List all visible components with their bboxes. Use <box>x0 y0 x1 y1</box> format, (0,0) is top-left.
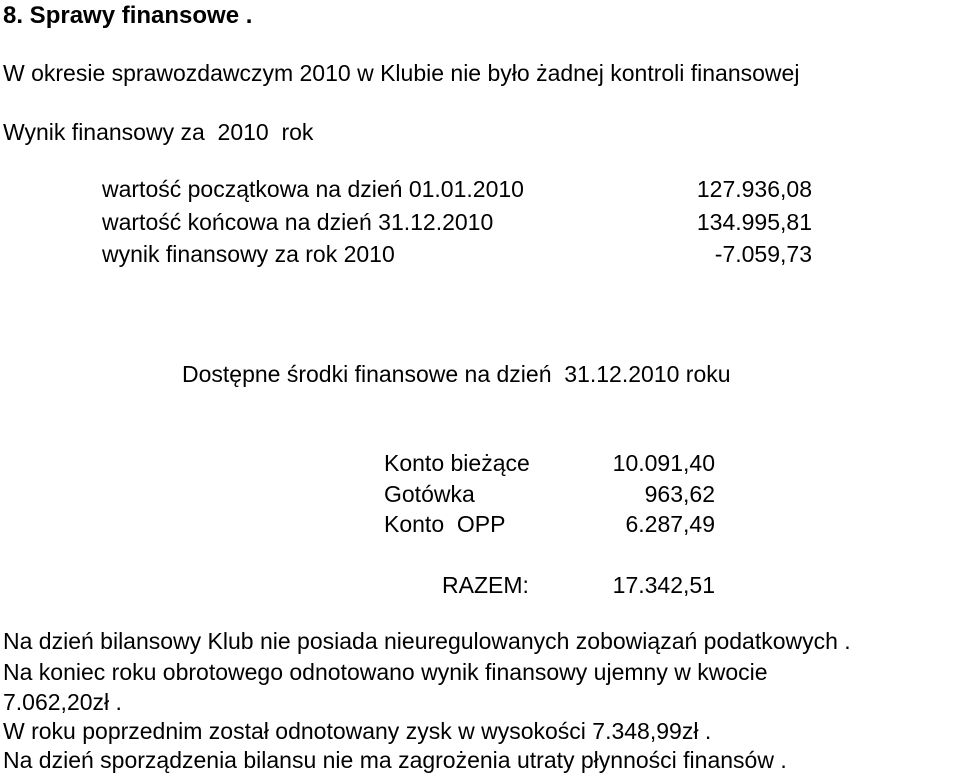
funds-row-label: Gotówka <box>384 481 475 507</box>
funds-row-label: Konto bieżące <box>384 450 530 476</box>
funds-total-label: RAZEM: <box>442 572 529 598</box>
closing-line: Na koniec roku obrotowego odnotowano wynik finansowy ujemny w kwocie <box>3 659 768 685</box>
funds-title: Dostępne środki finansowe na dzień 31.12.2010 roku <box>182 361 731 387</box>
funds-row-value: 6.287,49 <box>625 511 715 537</box>
closing-line: W roku poprzednim został odnotowany zysk w wysokości 7.348,99zł . <box>3 718 712 744</box>
result-row-value: 134.995,81 <box>696 209 812 235</box>
section-heading: 8. Sprawy finansowe . <box>3 2 253 29</box>
closing-line: 7.062,20zł . <box>3 689 122 715</box>
funds-row-value: 10.091,40 <box>612 450 715 476</box>
result-title: Wynik finansowy za 2010 rok <box>3 119 314 145</box>
no-control-statement: W okresie sprawozdawczym 2010 w Klubie nie było żadnej kontroli finansowej <box>3 60 800 86</box>
funds-row-value: 963,62 <box>644 481 715 507</box>
funds-row-label: Konto OPP <box>384 511 506 537</box>
result-row-value: -7.059,73 <box>714 241 812 267</box>
funds-total-value: 17.342,51 <box>612 572 715 598</box>
result-row-value: 127.936,08 <box>696 176 812 202</box>
result-row-label: wynik finansowy za rok 2010 <box>102 241 395 267</box>
closing-line: Na dzień sporządzenia bilansu nie ma zagrożenia utraty płynności finansów . <box>3 747 787 773</box>
closing-line: Na dzień bilansowy Klub nie posiada nieuregulowanych zobowiązań podatkowych . <box>3 628 851 654</box>
result-row-label: wartość końcowa na dzień 31.12.2010 <box>102 209 494 235</box>
result-row-label: wartość początkowa na dzień 01.01.2010 <box>102 176 524 202</box>
